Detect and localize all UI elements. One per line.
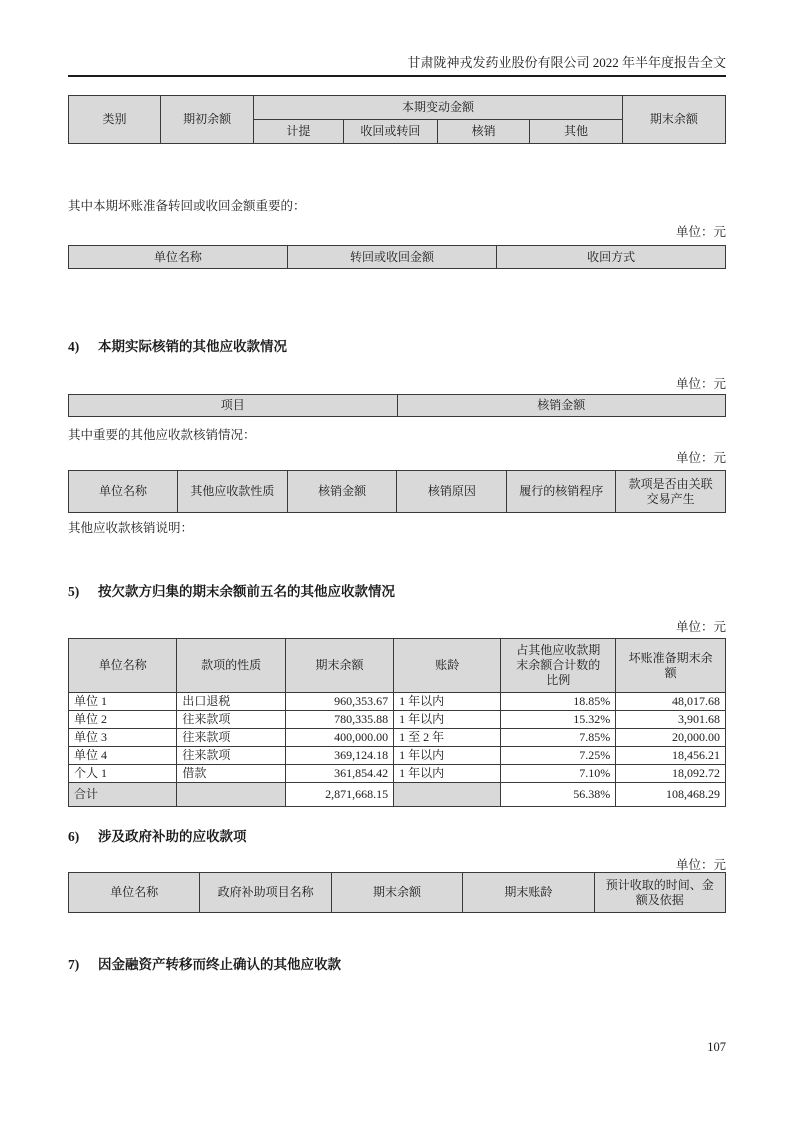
cell-ratio: 15.32% <box>501 711 616 729</box>
recovery-intro-text: 其中本期坏账准备转回或收回金额重要的： <box>68 199 306 213</box>
unit-label: 单位：元 <box>675 377 726 391</box>
top5-receivables-table-wrapper <box>68 638 726 807</box>
table-row <box>69 96 726 120</box>
cell-unit-name: 单位 2 <box>69 711 177 729</box>
gov-subsidy-table-wrapper <box>68 872 726 913</box>
cell-unit-name: 单位 1 <box>69 693 177 711</box>
cell-bad-debt: 18,092.72 <box>616 765 726 783</box>
header-cell-writeoff: 核销 <box>438 120 530 144</box>
unit-label: 单位：元 <box>675 620 726 634</box>
header-cell-writeoff-amount: 核销金额 <box>287 471 397 513</box>
header-cell-accrual: 计提 <box>254 120 343 144</box>
header-cell-item: 项目 <box>69 395 398 417</box>
total-row <box>69 783 726 807</box>
cell-nature: 往来款项 <box>177 729 285 747</box>
table-row <box>69 729 726 747</box>
cell-ratio: 7.10% <box>501 765 616 783</box>
header-cell-opening-balance: 期初余额 <box>160 96 253 144</box>
document-header-title: 甘肃陇神戎发药业股份有限公司 2022 年半年度报告全文 <box>407 55 726 70</box>
provision-change-table-wrapper <box>68 95 726 144</box>
header-cell-closing-balance: 期末余额 <box>285 639 393 693</box>
important-writeoff-intro: 其中重要的其他应收款核销情况： <box>68 428 256 442</box>
writeoff-detail-table-wrapper <box>68 470 726 513</box>
table-row <box>69 873 726 913</box>
cell-unit-name: 单位 4 <box>69 747 177 765</box>
cell-balance: 361,854.42 <box>285 765 393 783</box>
cell-nature: 借款 <box>177 765 285 783</box>
unit-label: 单位：元 <box>675 858 726 872</box>
header-cell-ratio: 占其他应收款期末余额合计数的比例 <box>501 639 616 693</box>
header-cell-unit-name: 单位名称 <box>69 246 288 269</box>
header-cell-unit-name: 单位名称 <box>69 471 178 513</box>
writeoff-note-text: 其他应收款核销说明： <box>68 521 194 535</box>
header-cell-unit-name: 单位名称 <box>69 639 177 693</box>
header-cell-unit-name: 单位名称 <box>69 873 200 913</box>
cell-bad-debt: 20,000.00 <box>616 729 726 747</box>
cell-total-balance: 2,871,668.15 <box>285 783 393 807</box>
cell-ratio: 7.85% <box>501 729 616 747</box>
table-row <box>69 246 726 269</box>
header-cell-current-change: 本期变动金额 <box>254 96 623 120</box>
header-cell-closing-balance: 期末余额 <box>331 873 462 913</box>
cell-bad-debt: 18,456.21 <box>616 747 726 765</box>
cell-total-label: 合计 <box>69 783 177 807</box>
cell-nature: 出口退税 <box>177 693 285 711</box>
table-row <box>69 711 726 729</box>
table-row <box>69 693 726 711</box>
section4-heading <box>68 338 726 355</box>
cell-aging: 1 至 2 年 <box>394 729 501 747</box>
table-row <box>69 395 726 417</box>
table-row <box>69 471 726 513</box>
header-cell-recovery-method: 收回方式 <box>497 246 726 269</box>
header-cell-writeoff-reason: 核销原因 <box>397 471 507 513</box>
section7-number: 7) <box>68 957 80 972</box>
section7-heading <box>68 956 726 973</box>
header-cell-subsidy-project: 政府补助项目名称 <box>200 873 331 913</box>
cell-aging: 1 年以内 <box>394 711 501 729</box>
header-cell-aging: 账龄 <box>394 639 501 693</box>
cell-ratio: 18.85% <box>501 693 616 711</box>
header-rule <box>68 75 726 77</box>
section6-number: 6) <box>68 829 80 844</box>
recovery-table <box>68 245 726 269</box>
header-cell-recovered-amount: 转回或收回金额 <box>287 246 497 269</box>
table-row <box>69 639 726 693</box>
unit-label: 单位：元 <box>675 225 726 239</box>
cell-balance: 400,000.00 <box>285 729 393 747</box>
section5-number: 5) <box>68 584 80 599</box>
gov-subsidy-table <box>68 872 726 913</box>
cell-aging: 1 年以内 <box>394 747 501 765</box>
table-row <box>69 747 726 765</box>
cell-ratio: 7.25% <box>501 747 616 765</box>
header-cell-expected-collection: 预计收取的时间、金额及依据 <box>594 873 725 913</box>
provision-change-table <box>68 95 726 144</box>
top5-receivables-table <box>68 638 726 807</box>
header-cell-recovered-reversed: 收回或转回 <box>343 120 438 144</box>
cell-aging: 1 年以内 <box>394 693 501 711</box>
cell-balance: 369,124.18 <box>285 747 393 765</box>
section4-number: 4) <box>68 339 80 354</box>
section4-title: 本期实际核销的其他应收款情况 <box>98 339 287 354</box>
header-cell-other: 其他 <box>530 120 623 144</box>
page-number: 107 <box>707 1040 726 1054</box>
header-cell-closing-aging: 期末账龄 <box>463 873 594 913</box>
table-row <box>69 765 726 783</box>
header-cell-nature: 款项的性质 <box>177 639 285 693</box>
header-cell-writeoff-procedure: 履行的核销程序 <box>507 471 616 513</box>
section5-heading <box>68 583 726 600</box>
cell-total-bad-debt: 108,468.29 <box>616 783 726 807</box>
header-cell-writeoff-amount: 核销金额 <box>397 395 726 417</box>
header-cell-category: 类别 <box>69 96 161 144</box>
cell-total-ratio: 56.38% <box>501 783 616 807</box>
cell-bad-debt: 3,901.68 <box>616 711 726 729</box>
header-cell-related-party: 款项是否由关联交易产生 <box>616 471 726 513</box>
unit-label: 单位：元 <box>675 451 726 465</box>
header-cell-closing-balance: 期末余额 <box>622 96 725 144</box>
section5-title: 按欠款方归集的期末余额前五名的其他应收款情况 <box>98 584 395 599</box>
section6-title: 涉及政府补助的应收款项 <box>98 829 247 844</box>
cell-aging: 1 年以内 <box>394 765 501 783</box>
recovery-table-wrapper <box>68 245 726 269</box>
writeoff-detail-table <box>68 470 726 513</box>
writeoff-table <box>68 394 726 417</box>
cell-empty <box>177 783 285 807</box>
cell-balance: 960,353.67 <box>285 693 393 711</box>
cell-empty <box>394 783 501 807</box>
writeoff-table-wrapper <box>68 394 726 417</box>
cell-balance: 780,335.88 <box>285 711 393 729</box>
cell-unit-name: 单位 3 <box>69 729 177 747</box>
header-cell-receivable-nature: 其他应收款性质 <box>178 471 288 513</box>
section7-title: 因金融资产转移而终止确认的其他应收款 <box>98 957 341 972</box>
cell-unit-name: 个人 1 <box>69 765 177 783</box>
cell-nature: 往来款项 <box>177 747 285 765</box>
cell-nature: 往来款项 <box>177 711 285 729</box>
cell-bad-debt: 48,017.68 <box>616 693 726 711</box>
header-cell-bad-debt-balance: 坏账准备期末余额 <box>616 639 726 693</box>
section6-heading <box>68 828 726 845</box>
